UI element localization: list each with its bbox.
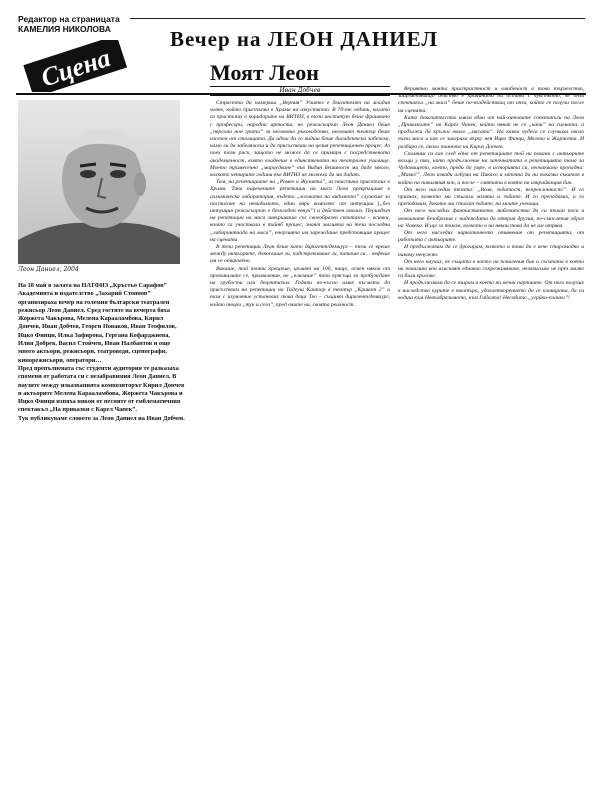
editor-label: Редактор на страницата	[18, 14, 120, 24]
intro-paragraph: На 18 май в залата на НАТФИЗ „Кръстьо Сарафов” Академията и издателство „Захарий Стоянов” организираха вечер на големия български театрален режисьор Леон Даниел. Сред гостите на вечерта бяха Жоржета Чакърова, Мелена Карааламбова, Кирил Дончев, Иван Добчев, Георги Новаков, Иван Теофилов, Ицко Финци, Илка Зафирова, Гергана Кофарджиева, Илия Добрев, Васил Стойчев, Иван Налбантов и още много актьори, режисьори, театроведи, сценографи, кинорежисьори, оператори…	[18, 282, 177, 364]
photo-caption: Леон Даниел, 2004	[18, 266, 79, 273]
article-column-2	[398, 86, 584, 302]
section-stamp	[18, 40, 128, 92]
article-title: Моят Леон	[210, 60, 319, 85]
portrait-photo	[18, 100, 180, 264]
intro-paragraph: Тук публикуваме словото за Леон Даниел на Иван Добчев.	[18, 414, 185, 422]
page-headline: Вечер на ЛЕОН ДАНИЕЛ	[170, 27, 438, 51]
article-paragraph: В тези репетиции Леон беше като диригент/демиург – този се вреше между актьорите, докосваше ги, подстрекаваше ги, питаше ги… кефеше им се откровено.	[210, 244, 390, 265]
article-paragraph: И продължавам да се дрогирам, колкото и това да е вече старомодно и никому ненужно.	[398, 244, 584, 258]
article-paragraph: Там, на репетициите на „Ромео и Жулиета”, аз наистина пристъпих в Храма. Така наречените репетиции на маса Леон превръщаше в алхимическа лаборатория, където „логиката на видимото” служеше за постигане на невидимото, един вяра комплекс от интуиции („без интуиция режисьорът е безплоден евнух”) и действен анализ. Периодът на репетиции на маса завършваше със своеобразен спектакъл – всички, които са участвали в тайнб процес, знаят магията на тези последни „лабиринтиада на маса”, енергията им зареждаше предстоящия процес на сцената.	[210, 179, 390, 243]
article-paragraph: Спомням си как след една от репетициите той ни покани с актьорите вкъщи у тях, като продължение на започнатата в репетицията тема за Чудовището, което, преди да умре, в историята си, неочаквано пропадна: „Мамо!”, Леон извади албума на Пикасо и започна да ни показва съкатов в който на повиляния кон, а после – смятата в която на изкрайващия бик.	[398, 150, 584, 186]
article-paragraph: Страстта да намериш „Верния” Учител е двигателят на младия човек, който пристъпва в Храма на изкуството. В 70-те години, когато аз пристъпих в коридорите на ВИТИЗ, в този институт беше фрашкано с професори, народни артисти, но режисьорът Леон Даниел беше „персона нон грата” за неговото ръководство, неговият театър беше изселен от столицата. Да идеш да го видиш беше дисидентска забежка, камо ли да забеляжеш и да присъстваш на целия репетиционен процес. Аз поех този риск, защото не можех да се примиря с посредствената академичност, която владееше в единствената ни театрално училище. Моето тримесечно „мараудване” във Видин бешиност ми даде много, колкото четирите години във ВИТИЗ не можеха да ми дадат.	[210, 100, 390, 179]
intro-text	[18, 282, 185, 423]
article-paragraph: От него наследих фантастичното любопитство да си тъкан поса в човешките безобразия с надеждата да открия другия, по-смисления образ на Човека. И ще го тъкам, колкото и на някои това да не им отрява.	[398, 208, 584, 229]
editor-name: КАМЕЛИЯ НИКОЛОВА	[18, 24, 111, 34]
article-paragraph: От него научих, че същата в което на повиления бик и съсината в което на повилина кон изисквят еднакво съпреживяване, независимо че през малко са били враговe.	[398, 258, 584, 280]
article-paragraph: Викаше, той почти крещеше, целият на 100, нищо, освен някои от провиналите се, прималения, не „влизаше” тези крясъци за пробуждане на грубости или децентизъм. Години по-късно имах късмета да присъствам на репетиции на Тадеуш Кантор в театър „Крикот 2” и там с изумление установих това деца Тео – същият диригент/демиург, който твори „тук и сега”, пред очите ни, своята реалност.	[210, 265, 390, 308]
article-author: Иван Добчев	[210, 86, 390, 96]
intro-paragraph: Пред препълнената със студенти аудитория те разказаха спомени от работата си с незабравимия Леон Даниел. В паузите между изказванията композиторът Кирил Дончев и актьорите Мелена Карааламбова, Жоржета Чакърова и Ицко Финци изпяха някои от песните от емблематичния спектакъл „На приказки с Карел Чапек”.	[18, 364, 185, 414]
article-paragraph: Като доказателство имам един от най-хитовите спектакъли на Леон „Приказките” на Карел Чапек, който някак не се „качи” на сцената, а продължи да кръжи около „масата”. На каква чудеса се случваха около тази маса и как се заиграха върху нея Ицко Финци, Мелена и Жоржета. И разбира се, около пианото на Кирил Дончев.	[398, 114, 584, 150]
top-rule	[130, 18, 585, 19]
article-paragraph: От него наследих наркотичното опиянение от репетицията, от работата с актьорите.	[398, 230, 584, 244]
article-paragraph: И продължавам да се взирам в което на вечни партиите. От него получих в наследство курите в театъра, удовлетворението да се плинирани, да си водиш към Невъобразимото, към Гибелта! Несобито „угрйки-плачки”!	[398, 280, 584, 301]
article-paragraph: От него наследих тезата: „Воля, зъбатост, непреклонност!”. И го признах, колкото ми стигаха волята и зъбите. И го преподавах, и го преподавам, докато ми стигат зъбите, на моите ученици.	[398, 186, 584, 208]
article-paragraph: Вероятно моята пристрастност и влюбеност в това тържество, защеметяващо действо е причината да остана с чувството, че онзи спектакъл „на маса” беше по-въздействащ от онзи, който се получи после на сцената.	[398, 86, 584, 114]
article-column-1	[210, 100, 390, 309]
page-editor-credit	[18, 14, 120, 34]
section-stamp-text: Сцена	[37, 43, 114, 92]
